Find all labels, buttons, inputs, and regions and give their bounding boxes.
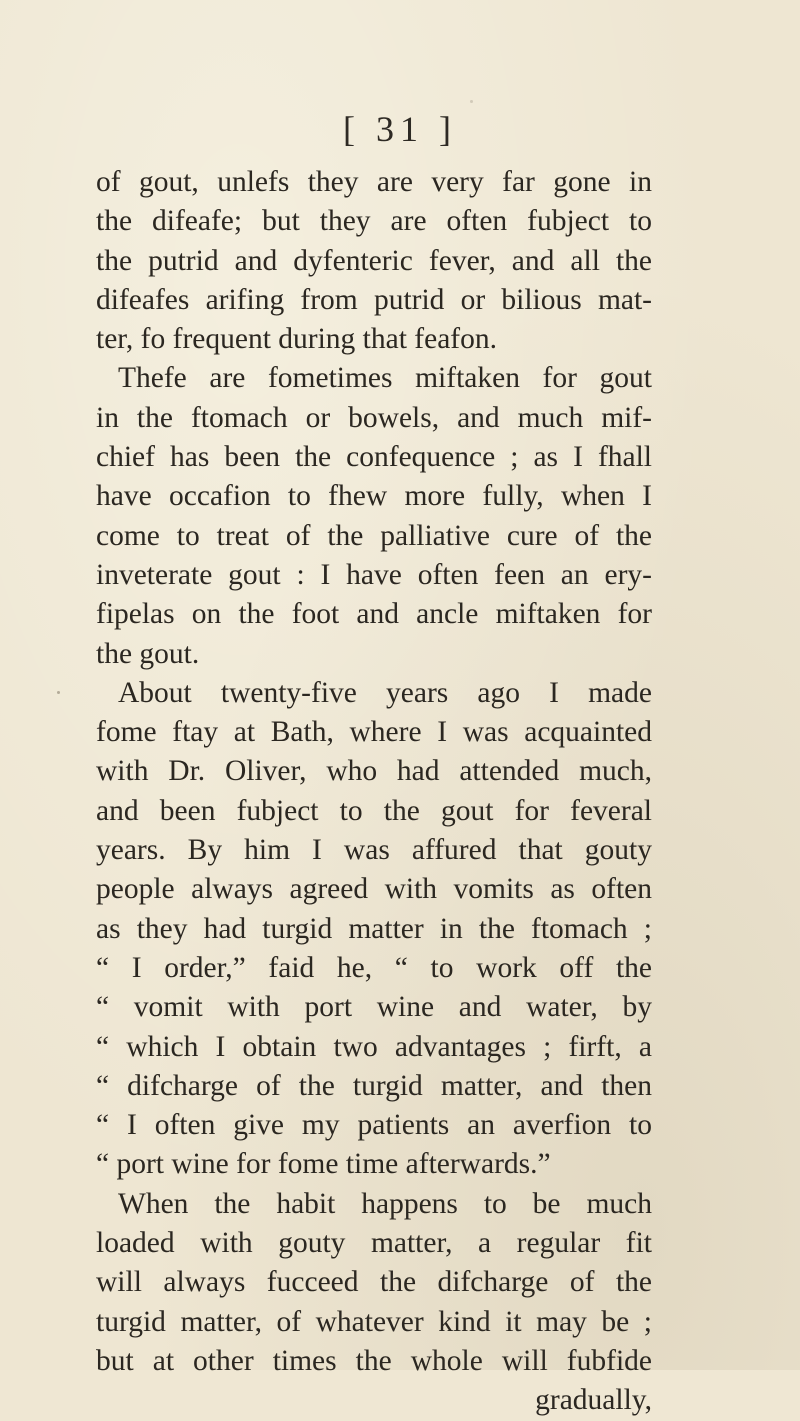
body-text xyxy=(96,163,652,1421)
text-line: years. By him I was affured that gouty xyxy=(96,834,652,867)
text-line: “ which I obtain two advantages ; firft, a xyxy=(96,1030,652,1063)
paper-speck xyxy=(470,100,473,103)
text-line: ter, fo frequent during that feafon. xyxy=(96,323,498,356)
text-line: When the habit happens to be much xyxy=(118,1187,652,1220)
page-number: [ 31 ] xyxy=(343,109,457,149)
text-line: people always agreed with vomits as often xyxy=(96,873,652,906)
text-line: Thefe are fometimes miftaken for gout xyxy=(118,362,652,395)
text-line: “ vomit with port wine and water, by xyxy=(96,991,652,1024)
text-line: come to treat of the palliative cure of the xyxy=(96,519,652,552)
text-line: chief has been the confequence ; as I fhall xyxy=(96,441,652,474)
text-line: loaded with gouty matter, a regular fit xyxy=(96,1227,652,1260)
text-line: fome ftay at Bath, where I was acquainted xyxy=(96,716,652,749)
text-line: have occafion to fhew more fully, when I xyxy=(96,480,652,513)
text-line: difeafes arifing from putrid or bilious mat- xyxy=(96,283,652,316)
text-line: but at other times the whole will fubfide xyxy=(96,1344,652,1377)
text-line: “ difcharge of the turgid matter, and then xyxy=(96,1069,652,1102)
text-line: the gout. xyxy=(96,637,200,670)
text-line: About twenty-five years ago I made xyxy=(118,676,652,709)
catchword: gradually, xyxy=(535,1384,652,1417)
text-line: of gout, unlefs they are very far gone in xyxy=(96,166,652,198)
text-line: in the ftomach or bowels, and much mif- xyxy=(96,401,652,434)
text-line: will always fucceed the difcharge of the xyxy=(96,1266,652,1299)
text-line: the putrid and dyfenteric fever, and all the xyxy=(96,244,652,277)
text-line: the difeafe; but they are often fubject to xyxy=(96,205,652,238)
text-line: as they had turgid matter in the ftomach ; xyxy=(96,912,652,945)
text-line: and been fubject to the gout for feveral xyxy=(96,794,652,827)
text-line: “ I often give my patients an averfion to xyxy=(96,1109,652,1142)
text-line: fipelas on the foot and ancle miftaken for xyxy=(96,598,652,631)
text-line: turgid matter, of whatever kind it may be ; xyxy=(96,1305,652,1338)
text-line: “ I order,” faid he, “ to work off the xyxy=(96,951,652,984)
paper-speck xyxy=(57,691,60,694)
text-line: “ port wine for fome time afterwards.” xyxy=(96,1148,551,1181)
text-line: inveterate gout : I have often feen an ery- xyxy=(96,558,652,591)
text-line: with Dr. Oliver, who had attended much, xyxy=(96,755,652,788)
